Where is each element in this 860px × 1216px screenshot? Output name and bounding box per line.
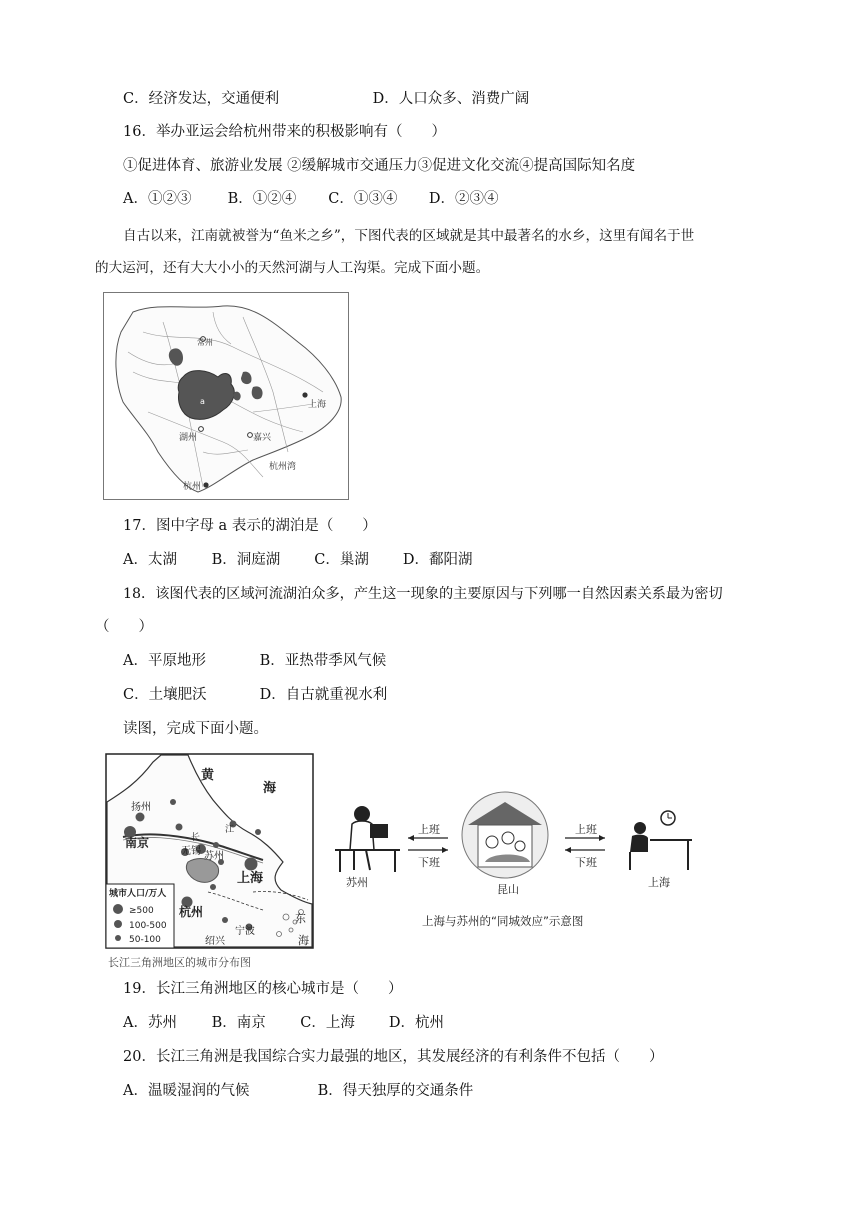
q16-items: ①促进体育、旅游业发展 ②缓解城市交通压力③促进文化交流④提高国际知名度	[123, 158, 636, 174]
q19-options	[123, 1013, 444, 1033]
commute-diagram	[330, 790, 700, 935]
q17-option-d: D．鄱阳湖	[402, 552, 473, 568]
intro2: 读图，完成下面小题。	[123, 721, 268, 737]
label-hangzhou: 杭州	[183, 482, 202, 492]
label-shaoxing: 绍兴	[205, 936, 225, 947]
suzhou-worker-icon	[335, 806, 400, 872]
q16-option-b: B．①②④	[227, 191, 297, 207]
q18-stem-line2: （ ）	[95, 619, 153, 635]
label-hangzhou-2: 杭州	[179, 905, 204, 919]
legend-l1: ≥500	[129, 906, 154, 916]
q18-stem-line1: 18．该图代表的区域河流湖泊众多，产生这一现象的主要原因与下列哪一自然因素关系最为密切	[123, 586, 723, 602]
label-huang: 黄	[201, 768, 215, 783]
intro1-line1: 自古以来，江南就被誉为“鱼米之乡”，下图代表的区域就是其中最著名的水乡，这里有闻名于世	[123, 228, 695, 244]
q16-stem: 16．举办亚运会给杭州带来的积极影响有（ ）	[123, 124, 446, 140]
label-nanjing: 南京	[125, 836, 150, 850]
q17-options	[123, 550, 472, 570]
label-hai-1: 海	[263, 781, 277, 796]
arrow-back-right: 下班	[575, 856, 597, 869]
q16-option-a: A．①②③	[123, 191, 192, 207]
arrow-go-left: 上班	[418, 823, 440, 836]
label-dong: 东	[295, 912, 306, 925]
commute-diagram-svg	[330, 790, 700, 935]
diagram-suzhou: 苏州	[346, 876, 368, 889]
q18-option-d: D．自古就重视水利	[259, 687, 388, 703]
shanghai-worker-icon	[630, 811, 692, 870]
label-wuxi: 无锡	[181, 846, 201, 857]
q20-option-a: A．温暖湿润的气候	[123, 1083, 250, 1099]
q19-stem: 19．长江三角洲地区的核心城市是（ ）	[123, 981, 403, 997]
q15-option-d: D．人口众多、消费广阔	[372, 91, 530, 107]
q19-option-b: B．南京	[211, 1015, 266, 1031]
label-shanghai-2: 上海	[237, 871, 264, 886]
label-lake-a: a	[200, 397, 205, 406]
taihu-map-svg	[103, 292, 349, 500]
q15-options	[123, 89, 529, 109]
q20-option-b: B．得天独厚的交通条件	[317, 1083, 474, 1099]
label-hangzhouwan: 杭州湾	[269, 462, 297, 472]
q19-option-d: D．杭州	[388, 1015, 444, 1031]
q16-options	[123, 189, 498, 209]
q20-stem: 20．长江三角洲是我国综合实力最强的地区，其发展经济的有利条件不包括（ ）	[123, 1049, 664, 1065]
label-ningbo: 宁波	[235, 926, 255, 937]
diagram-shanghai: 上海	[648, 876, 670, 889]
diagram-kunshan: 昆山	[497, 883, 519, 896]
label-jiaxing: 嘉兴	[253, 433, 272, 443]
q15-option-c: C．经济发达，交通便利	[123, 91, 280, 107]
q17-option-c: C．巢湖	[314, 552, 369, 568]
q17-option-b: B．洞庭湖	[211, 552, 281, 568]
q19-option-c: C．上海	[300, 1015, 355, 1031]
label-suzhou: 苏州	[204, 851, 224, 862]
intro1-line2: 的大运河，还有大大小小的天然河湖与人工沟渠。完成下面小题。	[95, 260, 490, 276]
q19-option-a: A．苏州	[123, 1015, 177, 1031]
label-changzhou: 常州	[197, 338, 213, 347]
label-chang: 长	[191, 833, 201, 843]
q18-option-b: B．亚热带季风气候	[259, 653, 387, 669]
legend-l3: 50-100	[129, 935, 161, 945]
taihu-region-map	[103, 292, 349, 500]
label-hai-2: 海	[298, 934, 309, 947]
yangtze-delta-city-map	[103, 752, 318, 972]
delta-map-svg	[103, 752, 318, 972]
q17-option-a: A．太湖	[123, 552, 177, 568]
legend-l2: 100-500	[129, 921, 167, 931]
arrow-go-right: 上班	[575, 823, 597, 836]
legend-title: 城市人口/万人	[109, 889, 167, 899]
q20-options	[123, 1081, 473, 1101]
q18-options-row2	[123, 685, 387, 705]
q17-stem: 17．图中字母 a 表示的湖泊是（ ）	[123, 518, 377, 534]
q16-option-d: D．②③④	[428, 191, 499, 207]
q18-option-a: A．平原地形	[123, 653, 206, 669]
arrow-back-left: 下班	[418, 856, 440, 869]
label-yangzhou: 扬州	[131, 802, 151, 813]
label-jiang: 江	[225, 825, 235, 835]
label-huzhou: 湖州	[179, 433, 198, 443]
map2-caption: 长江三角洲地区的城市分布图	[108, 956, 251, 969]
q16-option-c: C．①③④	[328, 191, 398, 207]
kunshan-family-icon	[462, 792, 548, 878]
label-shanghai: 上海	[308, 400, 327, 410]
q18-option-c: C．土壤肥沃	[123, 687, 207, 703]
diagram-caption: 上海与苏州的“同城效应”示意图	[422, 914, 584, 928]
q18-options-row1	[123, 651, 386, 671]
